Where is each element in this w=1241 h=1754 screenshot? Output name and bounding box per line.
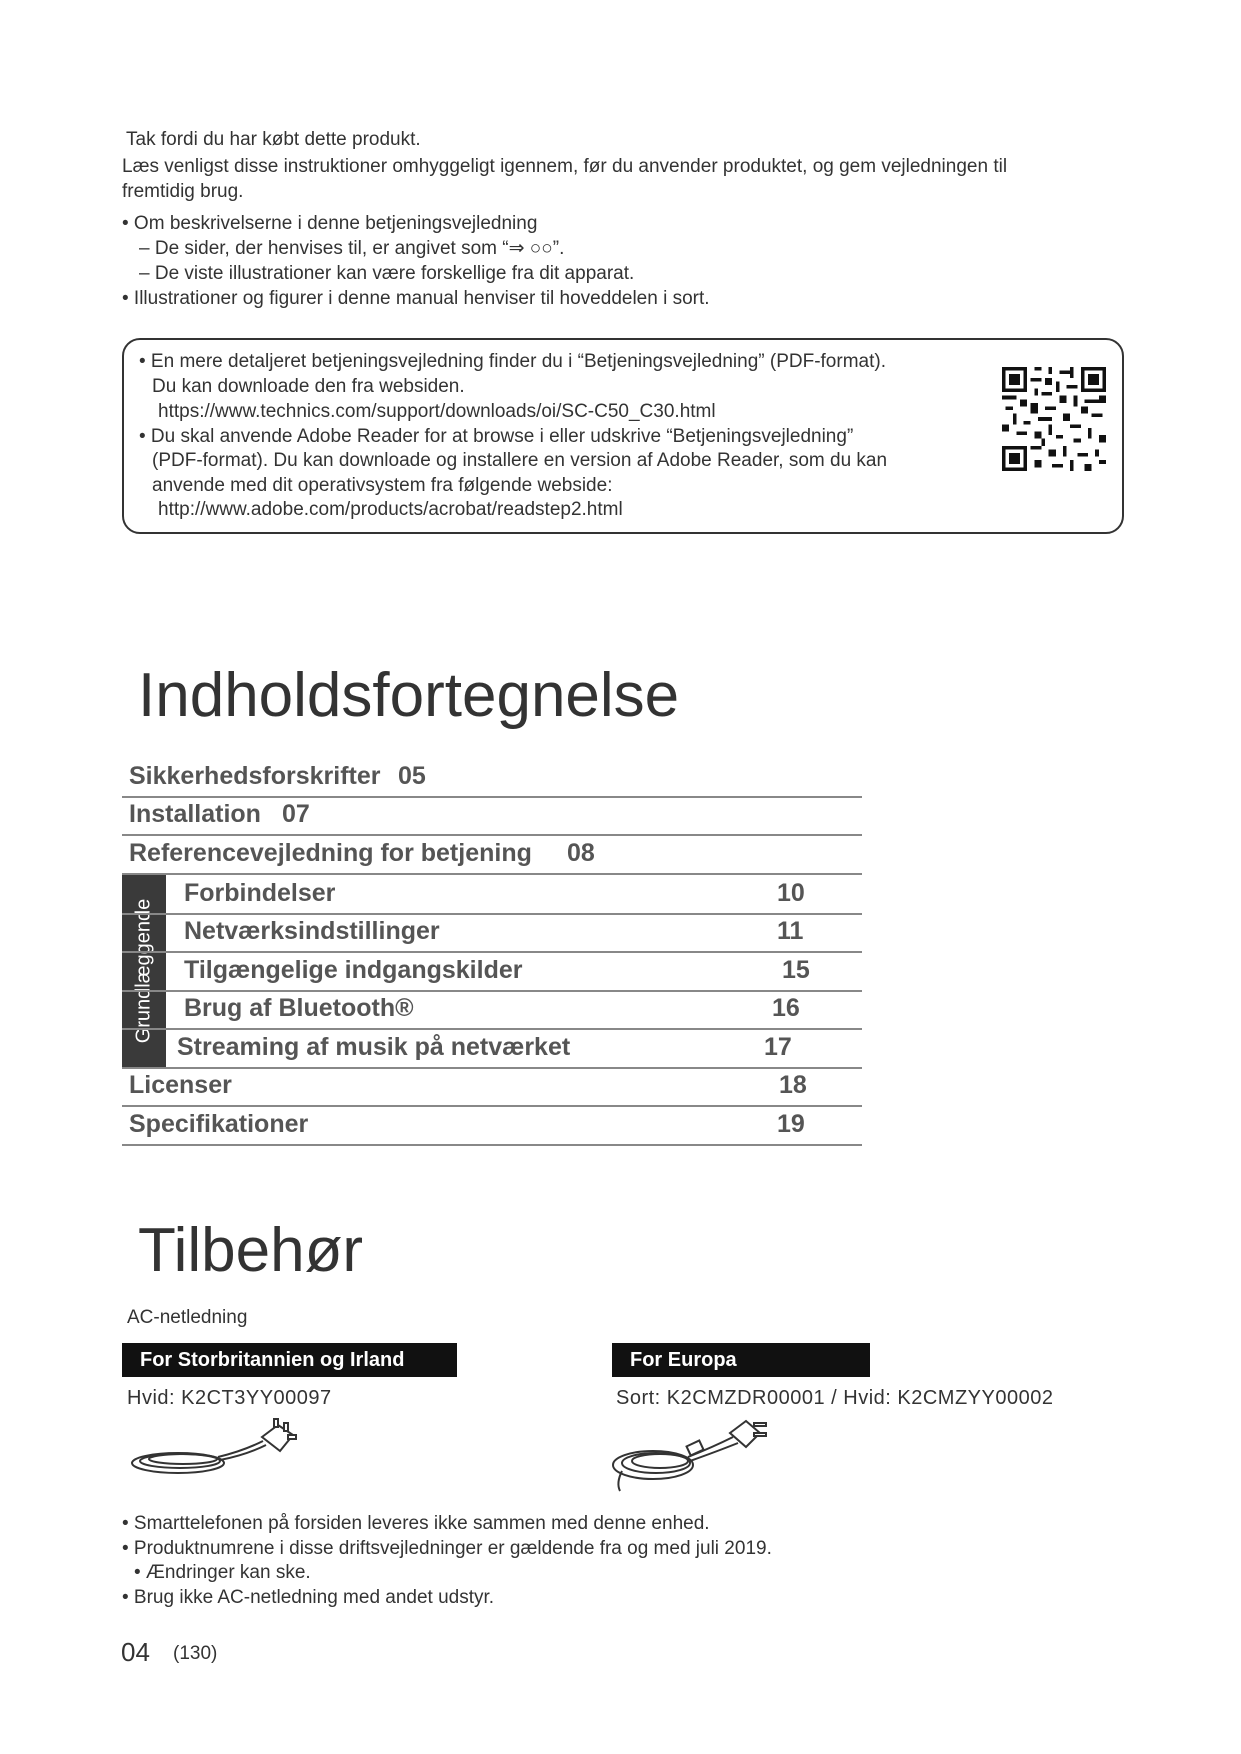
- toc-row-licenser[interactable]: [122, 1067, 862, 1107]
- toc-row-page: 11: [777, 917, 804, 945]
- adobe-url-link[interactable]: http://www.adobe.com/products/acrobat/readstep2.html: [158, 499, 623, 520]
- toc-row-indgangskilder[interactable]: [122, 952, 862, 992]
- toc-row-page: 07: [282, 800, 310, 828]
- toc-row-forbindelser[interactable]: [122, 875, 862, 915]
- uk-model-number: Hvid: K2CT3YY00097: [127, 1387, 332, 1409]
- eu-power-cord-icon: [608, 1413, 770, 1495]
- toc-row-installation[interactable]: [122, 796, 862, 836]
- instructions-text-cont: fremtidig brug.: [122, 181, 244, 202]
- instructions-text: Læs venligst disse instruktioner omhyggeligt igennem, før du anvender produktet, og gem vejledningen til: [122, 156, 1008, 177]
- toc-row-specifikationer[interactable]: [122, 1106, 862, 1146]
- uk-power-cord-icon: [128, 1415, 300, 1485]
- toc-row-title: Specifikationer: [129, 1110, 309, 1138]
- eu-header-bar: For Europa: [612, 1343, 870, 1377]
- qr-code-icon[interactable]: [1002, 367, 1106, 471]
- toc-row-title: Referencevejledning for betjening: [129, 839, 532, 867]
- toc-row-page: 17: [764, 1033, 792, 1061]
- pdf-info-box: [122, 338, 1124, 534]
- toc-row-title: Forbindelser: [184, 879, 336, 907]
- toc-row-page: 18: [779, 1071, 807, 1099]
- toc-row-title: Tilgængelige indgangskilder: [184, 956, 523, 984]
- toc-row-page: 16: [772, 994, 800, 1022]
- bullet-descriptions: • Om beskrivelserne i denne betjeningsvejledning: [122, 213, 538, 234]
- toc-row-page: 05: [398, 762, 426, 790]
- toc-row-title: Sikkerhedsforskrifter: [129, 762, 381, 790]
- bullet-pages-ref: – De sider, der henvises til, er angivet som “⇒ ○○”.: [139, 238, 565, 259]
- technics-url-link[interactable]: https://www.technics.com/support/downloads/oi/SC-C50_C30.html: [158, 401, 716, 422]
- toc-title: Indholdsfortegnelse: [138, 661, 680, 730]
- bullet-illustrations-differ: – De viste illustrationer kan være forskellige fra dit apparat.: [139, 263, 635, 284]
- info-line-6: anvende med dit operativsystem fra følgende webside:: [152, 475, 613, 496]
- ac-cord-label: AC-netledning: [127, 1307, 248, 1328]
- info-line-2: Du kan downloade den fra websiden.: [152, 376, 465, 397]
- note-ac-cord: • Brug ikke AC-netledning med andet udstyr.: [122, 1587, 495, 1608]
- toc-row-title: Licenser: [129, 1071, 232, 1099]
- toc-row-title: Installation: [129, 800, 261, 828]
- toc-row-sikkerhed[interactable]: [122, 758, 862, 798]
- toc-row-page: 10: [777, 879, 805, 907]
- page-number: 04: [121, 1637, 150, 1667]
- eu-model-number: Sort: K2CMZDR00001 / Hvid: K2CMZYY00002: [616, 1387, 1054, 1409]
- note-product-numbers: • Produktnumrene i disse driftsvejledninger er gældende fra og med juli 2019.: [122, 1538, 772, 1559]
- uk-header-bar: For Storbritannien og Irland: [122, 1343, 457, 1377]
- toc-row-reference[interactable]: [122, 835, 862, 875]
- accessories-title: Tilbehør: [138, 1216, 364, 1285]
- sidebar-label: Grundlæggende: [132, 898, 155, 1044]
- toc-row-page: 08: [567, 839, 595, 867]
- note-smartphone: • Smarttelefonen på forsiden leveres ikke sammen med denne enhed.: [122, 1513, 710, 1534]
- toc-row-streaming[interactable]: [122, 1029, 862, 1069]
- thank-you-text: Tak fordi du har købt dette produkt.: [126, 129, 421, 150]
- info-line-4: • Du skal anvende Adobe Reader for at browse i eller udskrive “Betjeningsvejledning”: [139, 426, 854, 447]
- toc-row-title: Brug af Bluetooth®: [184, 994, 414, 1022]
- toc-row-bluetooth[interactable]: [122, 990, 862, 1030]
- page-number-sub: (130): [173, 1643, 218, 1664]
- note-changes: • Ændringer kan ske.: [134, 1562, 311, 1583]
- toc-row-page: 19: [777, 1110, 805, 1138]
- toc-row-netvaerk[interactable]: [122, 913, 862, 953]
- info-line-1: • En mere detaljeret betjeningsvejledning finder du i “Betjeningsvejledning” (PDF-format).: [139, 351, 886, 372]
- toc-row-page: 15: [782, 956, 810, 984]
- toc-row-title: Streaming af musik på netværket: [177, 1033, 571, 1061]
- info-line-5: (PDF-format). Du kan downloade og installere en version af Adobe Reader, som du kan: [152, 450, 888, 471]
- bullet-illustrations-black: • Illustrationer og figurer i denne manual henviser til hoveddelen i sort.: [122, 288, 710, 309]
- toc-row-title: Netværksindstillinger: [184, 917, 440, 945]
